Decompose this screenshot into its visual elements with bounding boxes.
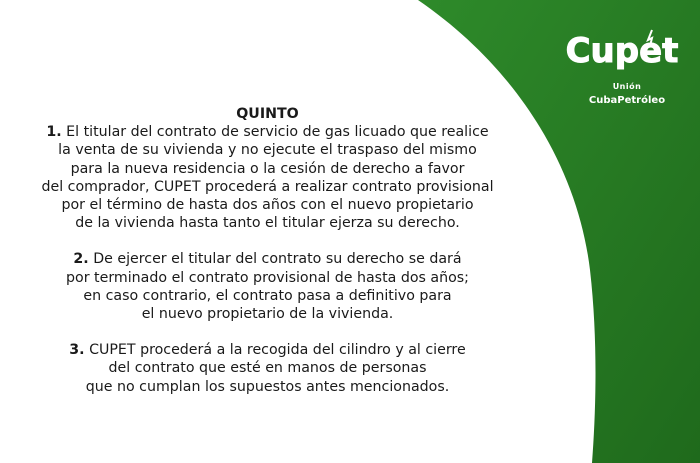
paragraph-2 (20, 250, 515, 323)
paragraph-line (20, 123, 515, 141)
paragraph-line: en caso contrario, el contrato pasa a definitivo para (83, 287, 452, 304)
line-text: CUPET procederá a la recogida del cilindro y al cierre (89, 342, 466, 359)
paragraph-line: para la nueva residencia o la cesión de derecho a favor (70, 160, 465, 177)
paragraph-line: por el término de hasta dos años con el nuevo propietario (61, 197, 474, 214)
paragraph-line (20, 250, 515, 268)
logo-union-label: Unión (612, 82, 642, 91)
paragraph-line: del comprador, CUPET procederá a realizar contrato provisional (41, 178, 494, 195)
cupet-logo-icon (565, 22, 679, 82)
paragraph-number: 3. (69, 342, 85, 359)
paragraph-1 (20, 123, 515, 232)
paragraph-line: que no cumplan los supuestos antes mencionados. (85, 378, 450, 395)
paragraph-line: por terminado el contrato provisional de hasta dos años; (66, 269, 469, 286)
paragraph-3 (20, 341, 515, 396)
clause-content (20, 105, 515, 396)
paragraph-line: la venta de su vivienda y no ejecute el traspaso del mismo (58, 142, 477, 159)
paragraph-number: 2. (73, 251, 89, 268)
clause-heading: QUINTO (236, 106, 299, 122)
paragraph-line: del contrato que esté en manos de personas (108, 360, 427, 377)
paragraph-line: de la vivienda hasta tanto el titular ejerza su derecho. (75, 215, 460, 232)
line-text: El titular del contrato de servicio de gas licuado que realice (66, 124, 489, 141)
paragraph-line (20, 341, 515, 359)
line-text: De ejercer el titular del contrato su derecho se dará (93, 251, 462, 268)
cupet-logo (565, 22, 684, 112)
paragraph-number: 1. (46, 124, 62, 141)
paragraph-line: el nuevo propietario de la vivienda. (141, 306, 394, 323)
logo-subtitle: CubaPetróleo (588, 95, 666, 106)
logo-wordmark: Cupet (565, 31, 679, 71)
